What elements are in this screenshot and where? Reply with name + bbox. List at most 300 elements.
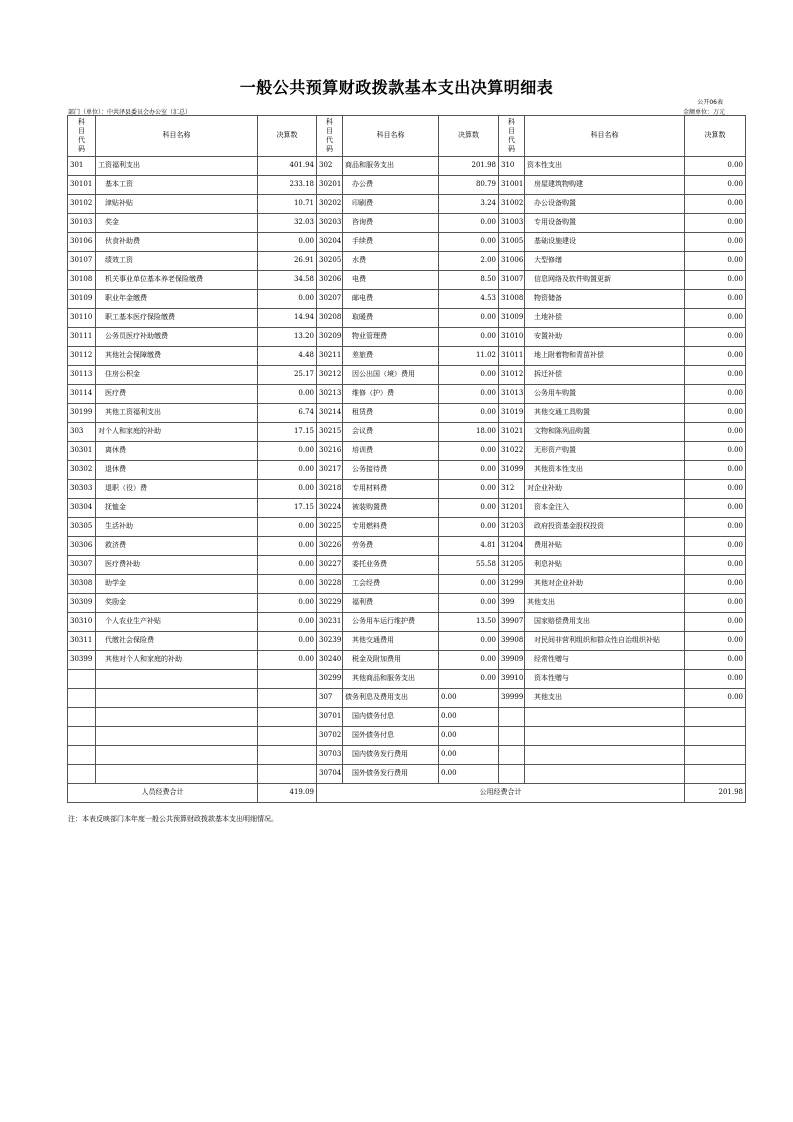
subject-name-cell: 债务利息及费用支出 bbox=[343, 689, 439, 708]
table-row bbox=[68, 518, 746, 537]
subject-name-cell bbox=[525, 708, 685, 727]
subject-name-cell: 公务接待费 bbox=[343, 461, 439, 480]
subject-code-cell bbox=[499, 746, 525, 765]
subject-code-cell: 30304 bbox=[68, 499, 96, 518]
subject-code-cell: 30101 bbox=[68, 176, 96, 195]
amount-cell: 0.00 bbox=[439, 328, 499, 347]
subject-code-cell: 31005 bbox=[499, 233, 525, 252]
subject-code-cell: 30228 bbox=[317, 575, 343, 594]
table-row bbox=[68, 176, 746, 195]
subject-code-cell: 310 bbox=[499, 157, 525, 176]
subject-name-cell: 其他资本性支出 bbox=[525, 461, 685, 480]
subject-name-cell: 物资储备 bbox=[525, 290, 685, 309]
subject-code-cell bbox=[499, 708, 525, 727]
personnel-total-label: 人员经费合计 bbox=[68, 784, 258, 803]
subject-code-cell: 30199 bbox=[68, 404, 96, 423]
subject-code-cell: 30205 bbox=[317, 252, 343, 271]
amount-cell: 17.15 bbox=[258, 423, 317, 442]
amount-cell bbox=[258, 670, 317, 689]
subject-code-cell: 31021 bbox=[499, 423, 525, 442]
subject-name-cell: 其他社会保障缴费 bbox=[96, 347, 258, 366]
subject-name-cell: 培训费 bbox=[343, 442, 439, 461]
table-row bbox=[68, 670, 746, 689]
amount-cell: 0.00 bbox=[685, 233, 746, 252]
subject-code-cell: 399 bbox=[499, 594, 525, 613]
table-row bbox=[68, 366, 746, 385]
subject-name-cell bbox=[96, 670, 258, 689]
amount-cell: 0.00 bbox=[685, 309, 746, 328]
subject-name-cell: 生活补助 bbox=[96, 518, 258, 537]
subject-code-cell: 30229 bbox=[317, 594, 343, 613]
amount-cell: 3.24 bbox=[439, 195, 499, 214]
subject-code-cell: 30107 bbox=[68, 252, 96, 271]
subject-name-cell: 基础设施建设 bbox=[525, 233, 685, 252]
amount-cell: 0.00 bbox=[685, 423, 746, 442]
amount-cell: 0.00 bbox=[258, 233, 317, 252]
subject-name-cell: 公务用车购置 bbox=[525, 385, 685, 404]
amount-cell: 0.00 bbox=[685, 347, 746, 366]
subject-name-cell: 水费 bbox=[343, 252, 439, 271]
amount-cell: 0.00 bbox=[439, 727, 499, 746]
subject-name-cell: 奖励金 bbox=[96, 594, 258, 613]
subject-name-cell bbox=[525, 746, 685, 765]
amount-cell: 0.00 bbox=[258, 632, 317, 651]
amount-cell: 32.03 bbox=[258, 214, 317, 233]
amount-cell: 0.00 bbox=[439, 670, 499, 689]
subject-name-cell: 助学金 bbox=[96, 575, 258, 594]
subject-name-cell: 租赁费 bbox=[343, 404, 439, 423]
amount-cell: 0.00 bbox=[258, 480, 317, 499]
subject-code-cell: 30308 bbox=[68, 575, 96, 594]
subject-code-cell: 39907 bbox=[499, 613, 525, 632]
subject-code-cell: 30106 bbox=[68, 233, 96, 252]
amount-cell: 0.00 bbox=[258, 385, 317, 404]
subject-code-cell: 30701 bbox=[317, 708, 343, 727]
amount-cell: 0.00 bbox=[258, 651, 317, 670]
amount-unit-label: 金额单位：万元 bbox=[682, 109, 725, 116]
subject-code-cell: 312 bbox=[499, 480, 525, 499]
subject-name-cell: 取暖费 bbox=[343, 309, 439, 328]
subject-code-cell: 30211 bbox=[317, 347, 343, 366]
page-title: 一般公共预算财政拨款基本支出决算明细表 bbox=[239, 78, 554, 97]
subject-name-cell: 对个人和家庭的补助 bbox=[96, 423, 258, 442]
subject-code-cell: 301 bbox=[68, 157, 96, 176]
table-row bbox=[68, 556, 746, 575]
amount-cell: 0.00 bbox=[685, 499, 746, 518]
subject-name-cell: 退职（役）费 bbox=[96, 480, 258, 499]
subject-code-cell: 30203 bbox=[317, 214, 343, 233]
amount-cell: 0.00 bbox=[685, 366, 746, 385]
subject-name-cell: 其他商品和服务支出 bbox=[343, 670, 439, 689]
table-row bbox=[68, 480, 746, 499]
table-row bbox=[68, 727, 746, 746]
amount-cell bbox=[685, 708, 746, 727]
table-row bbox=[68, 404, 746, 423]
table-row bbox=[68, 328, 746, 347]
table-row bbox=[68, 309, 746, 328]
subject-code-cell: 30704 bbox=[317, 765, 343, 784]
amount-cell: 17.15 bbox=[258, 499, 317, 518]
subject-name-cell: 咨询费 bbox=[343, 214, 439, 233]
subject-name-cell: 大型修缮 bbox=[525, 252, 685, 271]
subject-name-cell: 因公出国（境）费用 bbox=[343, 366, 439, 385]
department-label: 部门（单位）：中共泽县委员会办公室（汇总） bbox=[68, 109, 192, 116]
table-row bbox=[68, 157, 746, 176]
subject-code-cell: 30302 bbox=[68, 461, 96, 480]
subject-name-cell: 利息补贴 bbox=[525, 556, 685, 575]
subject-name-cell: 退休费 bbox=[96, 461, 258, 480]
amount-cell bbox=[258, 765, 317, 784]
subject-code-cell: 30703 bbox=[317, 746, 343, 765]
subject-code-cell: 30114 bbox=[68, 385, 96, 404]
subject-code-cell: 30227 bbox=[317, 556, 343, 575]
table-row bbox=[68, 537, 746, 556]
subject-code-cell: 39999 bbox=[499, 689, 525, 708]
table-row bbox=[68, 385, 746, 404]
table-row bbox=[68, 765, 746, 784]
header-code-3 bbox=[499, 116, 525, 157]
subject-code-cell: 30112 bbox=[68, 347, 96, 366]
amount-cell: 0.00 bbox=[685, 442, 746, 461]
amount-cell: 0.00 bbox=[258, 575, 317, 594]
subject-code-cell: 31013 bbox=[499, 385, 525, 404]
amount-cell: 0.00 bbox=[258, 442, 317, 461]
subject-code-cell: 30240 bbox=[317, 651, 343, 670]
amount-cell: 0.00 bbox=[685, 290, 746, 309]
subject-code-cell: 30108 bbox=[68, 271, 96, 290]
amount-cell: 0.00 bbox=[685, 157, 746, 176]
subject-name-cell: 拆迁补偿 bbox=[525, 366, 685, 385]
amount-cell: 14.94 bbox=[258, 309, 317, 328]
amount-cell: 0.00 bbox=[685, 537, 746, 556]
subject-code-cell: 30213 bbox=[317, 385, 343, 404]
amount-cell: 0.00 bbox=[258, 556, 317, 575]
subject-name-cell: 代缴社会保险费 bbox=[96, 632, 258, 651]
subject-name-cell: 其他支出 bbox=[525, 689, 685, 708]
amount-cell: 2.00 bbox=[439, 252, 499, 271]
table-row bbox=[68, 594, 746, 613]
subject-code-cell: 30215 bbox=[317, 423, 343, 442]
header-code-text: 科 目 代 码 bbox=[326, 118, 333, 153]
amount-cell: 0.00 bbox=[685, 651, 746, 670]
subject-name-cell: 职业年金缴费 bbox=[96, 290, 258, 309]
subject-code-cell: 31011 bbox=[499, 347, 525, 366]
subject-name-cell: 机关事业单位基本养老保险缴费 bbox=[96, 271, 258, 290]
subject-name-cell: 邮电费 bbox=[343, 290, 439, 309]
amount-cell bbox=[685, 765, 746, 784]
subject-code-cell: 30309 bbox=[68, 594, 96, 613]
subject-name-cell: 基本工资 bbox=[96, 176, 258, 195]
amount-cell: 0.00 bbox=[439, 309, 499, 328]
subject-code-cell bbox=[68, 670, 96, 689]
subject-code-cell: 30301 bbox=[68, 442, 96, 461]
amount-cell: 4.48 bbox=[258, 347, 317, 366]
subject-code-cell: 31299 bbox=[499, 575, 525, 594]
subject-name-cell: 无形资产购置 bbox=[525, 442, 685, 461]
table-row bbox=[68, 651, 746, 670]
subject-name-cell: 费用补贴 bbox=[525, 537, 685, 556]
subject-code-cell: 30218 bbox=[317, 480, 343, 499]
subject-name-cell: 商品和服务支出 bbox=[343, 157, 439, 176]
amount-cell: 13.50 bbox=[439, 613, 499, 632]
amount-cell: 34.58 bbox=[258, 271, 317, 290]
subject-code-cell: 30225 bbox=[317, 518, 343, 537]
subject-name-cell: 会议费 bbox=[343, 423, 439, 442]
subject-name-cell: 其他交通工具购置 bbox=[525, 404, 685, 423]
amount-cell: 0.00 bbox=[439, 214, 499, 233]
subject-name-cell: 专用材料费 bbox=[343, 480, 439, 499]
amount-cell: 0.00 bbox=[685, 271, 746, 290]
table-row bbox=[68, 442, 746, 461]
subject-code-cell: 30306 bbox=[68, 537, 96, 556]
amount-cell: 0.00 bbox=[685, 518, 746, 537]
subject-name-cell: 安置补助 bbox=[525, 328, 685, 347]
table-row bbox=[68, 499, 746, 518]
amount-cell: 0.00 bbox=[685, 252, 746, 271]
amount-cell: 0.00 bbox=[439, 651, 499, 670]
subject-name-cell: 医疗费 bbox=[96, 385, 258, 404]
subject-name-cell: 办公费 bbox=[343, 176, 439, 195]
table-row bbox=[68, 252, 746, 271]
subject-name-cell: 资本性赠与 bbox=[525, 670, 685, 689]
amount-cell bbox=[258, 708, 317, 727]
amount-cell: 11.02 bbox=[439, 347, 499, 366]
amount-cell: 4.81 bbox=[439, 537, 499, 556]
subject-name-cell: 伙食补助费 bbox=[96, 233, 258, 252]
subject-code-cell bbox=[68, 708, 96, 727]
subject-code-cell: 31205 bbox=[499, 556, 525, 575]
header-code-1 bbox=[68, 116, 96, 157]
subject-name-cell bbox=[96, 708, 258, 727]
subject-name-cell: 其他支出 bbox=[525, 594, 685, 613]
amount-cell: 0.00 bbox=[685, 670, 746, 689]
expenditure-table bbox=[67, 115, 746, 803]
amount-cell: 0.00 bbox=[685, 461, 746, 480]
amount-cell: 0.00 bbox=[439, 708, 499, 727]
subject-name-cell: 国家赔偿费用支出 bbox=[525, 613, 685, 632]
subject-name-cell: 福利费 bbox=[343, 594, 439, 613]
subject-code-cell: 30224 bbox=[317, 499, 343, 518]
subject-name-cell: 被装购置费 bbox=[343, 499, 439, 518]
amount-cell: 0.00 bbox=[685, 613, 746, 632]
table-row bbox=[68, 575, 746, 594]
subject-name-cell bbox=[96, 689, 258, 708]
subject-code-cell: 30216 bbox=[317, 442, 343, 461]
subject-name-cell: 住房公积金 bbox=[96, 366, 258, 385]
amount-cell: 0.00 bbox=[439, 233, 499, 252]
amount-cell: 0.00 bbox=[258, 290, 317, 309]
subject-name-cell: 办公设备购置 bbox=[525, 195, 685, 214]
subject-code-cell: 30103 bbox=[68, 214, 96, 233]
subject-code-cell bbox=[68, 746, 96, 765]
amount-cell: 4.53 bbox=[439, 290, 499, 309]
table-row bbox=[68, 271, 746, 290]
subject-code-cell: 30202 bbox=[317, 195, 343, 214]
subject-name-cell: 专用燃料费 bbox=[343, 518, 439, 537]
amount-cell: 233.18 bbox=[258, 176, 317, 195]
subject-code-cell: 30303 bbox=[68, 480, 96, 499]
subject-name-cell bbox=[525, 727, 685, 746]
subject-name-cell: 电费 bbox=[343, 271, 439, 290]
amount-cell: 401.94 bbox=[258, 157, 317, 176]
amount-cell: 0.00 bbox=[685, 556, 746, 575]
header-code-text: 科 目 代 码 bbox=[78, 118, 85, 153]
subject-code-cell: 31099 bbox=[499, 461, 525, 480]
amount-cell bbox=[685, 746, 746, 765]
header-code-2 bbox=[317, 116, 343, 157]
subject-code-cell: 31010 bbox=[499, 328, 525, 347]
subject-name-cell: 手续费 bbox=[343, 233, 439, 252]
subject-code-cell: 31012 bbox=[499, 366, 525, 385]
amount-cell bbox=[258, 689, 317, 708]
amount-cell: 0.00 bbox=[685, 404, 746, 423]
table-row bbox=[68, 689, 746, 708]
subject-name-cell: 救济费 bbox=[96, 537, 258, 556]
subject-name-cell: 工资福利支出 bbox=[96, 157, 258, 176]
subject-code-cell: 30111 bbox=[68, 328, 96, 347]
subject-name-cell: 对民间非营利组织和群众性自治组织补贴 bbox=[525, 632, 685, 651]
table-row bbox=[68, 613, 746, 632]
subject-name-cell: 绩效工资 bbox=[96, 252, 258, 271]
amount-cell: 0.00 bbox=[439, 632, 499, 651]
subject-code-cell: 31007 bbox=[499, 271, 525, 290]
public-total-label: 公用经费合计 bbox=[317, 784, 685, 803]
subject-code-cell bbox=[499, 765, 525, 784]
subject-name-cell: 房屋建筑物购建 bbox=[525, 176, 685, 195]
subject-code-cell: 31008 bbox=[499, 290, 525, 309]
amount-cell: 80.79 bbox=[439, 176, 499, 195]
amount-cell: 0.00 bbox=[685, 632, 746, 651]
subject-name-cell: 奖金 bbox=[96, 214, 258, 233]
amount-cell bbox=[685, 727, 746, 746]
table-row bbox=[68, 461, 746, 480]
amount-cell: 0.00 bbox=[439, 518, 499, 537]
subject-name-cell: 差旅费 bbox=[343, 347, 439, 366]
subject-name-cell: 医疗费补助 bbox=[96, 556, 258, 575]
amount-cell: 0.00 bbox=[685, 689, 746, 708]
table-row bbox=[68, 290, 746, 309]
subject-code-cell: 30102 bbox=[68, 195, 96, 214]
subject-name-cell: 公务用车运行维护费 bbox=[343, 613, 439, 632]
subject-name-cell: 国外债务发行费用 bbox=[343, 765, 439, 784]
subject-name-cell: 其他对企业补助 bbox=[525, 575, 685, 594]
table-row bbox=[68, 746, 746, 765]
subject-code-cell: 30109 bbox=[68, 290, 96, 309]
subject-name-cell: 税金及附加费用 bbox=[343, 651, 439, 670]
subject-code-cell: 31009 bbox=[499, 309, 525, 328]
subject-name-cell: 其他交通费用 bbox=[343, 632, 439, 651]
subject-code-cell: 30239 bbox=[317, 632, 343, 651]
subject-code-cell: 39908 bbox=[499, 632, 525, 651]
subject-code-cell: 31203 bbox=[499, 518, 525, 537]
amount-cell: 0.00 bbox=[685, 575, 746, 594]
amount-cell: 0.00 bbox=[439, 765, 499, 784]
subject-code-cell bbox=[68, 689, 96, 708]
amount-cell: 18.00 bbox=[439, 423, 499, 442]
subject-code-cell: 30231 bbox=[317, 613, 343, 632]
subject-code-cell: 30217 bbox=[317, 461, 343, 480]
header-name-2: 科目名称 bbox=[343, 116, 439, 157]
amount-cell: 6.74 bbox=[258, 404, 317, 423]
amount-cell bbox=[258, 746, 317, 765]
amount-cell: 26.91 bbox=[258, 252, 317, 271]
subject-name-cell: 物业管理费 bbox=[343, 328, 439, 347]
subject-code-cell: 30110 bbox=[68, 309, 96, 328]
amount-cell: 0.00 bbox=[685, 195, 746, 214]
subject-name-cell: 信息网络及软件购置更新 bbox=[525, 271, 685, 290]
subject-code-cell: 30702 bbox=[317, 727, 343, 746]
amount-cell: 201.98 bbox=[439, 157, 499, 176]
amount-cell: 0.00 bbox=[258, 461, 317, 480]
subject-code-cell: 30311 bbox=[68, 632, 96, 651]
subject-name-cell: 土地补偿 bbox=[525, 309, 685, 328]
amount-cell: 55.58 bbox=[439, 556, 499, 575]
subject-code-cell bbox=[68, 727, 96, 746]
header-amount-2: 决算数 bbox=[439, 116, 499, 157]
subject-name-cell: 职工基本医疗保险缴费 bbox=[96, 309, 258, 328]
subject-code-cell: 30310 bbox=[68, 613, 96, 632]
subject-code-cell: 30113 bbox=[68, 366, 96, 385]
subject-code-cell: 30399 bbox=[68, 651, 96, 670]
subject-name-cell: 地上附着物和青苗补偿 bbox=[525, 347, 685, 366]
amount-cell: 0.00 bbox=[439, 746, 499, 765]
subject-code-cell: 39909 bbox=[499, 651, 525, 670]
table-note: 注：本表反映部门本年度一般公共预算财政拨款基本支出明细情况。 bbox=[68, 815, 278, 823]
amount-cell: 0.00 bbox=[439, 461, 499, 480]
subject-name-cell: 对企业补助 bbox=[525, 480, 685, 499]
subject-code-cell: 31019 bbox=[499, 404, 525, 423]
subject-code-cell bbox=[68, 765, 96, 784]
amount-cell: 0.00 bbox=[258, 594, 317, 613]
amount-cell: 0.00 bbox=[685, 385, 746, 404]
amount-cell: 0.00 bbox=[439, 594, 499, 613]
subject-code-cell: 31002 bbox=[499, 195, 525, 214]
subject-name-cell: 离休费 bbox=[96, 442, 258, 461]
subject-code-cell: 30204 bbox=[317, 233, 343, 252]
amount-cell: 0.00 bbox=[258, 518, 317, 537]
subject-name-cell: 印刷费 bbox=[343, 195, 439, 214]
subject-name-cell: 维修（护）费 bbox=[343, 385, 439, 404]
subject-code-cell: 30209 bbox=[317, 328, 343, 347]
subject-name-cell: 专用设备购置 bbox=[525, 214, 685, 233]
subject-name-cell: 国内债务发行费用 bbox=[343, 746, 439, 765]
subject-code-cell: 31006 bbox=[499, 252, 525, 271]
subject-code-cell: 39910 bbox=[499, 670, 525, 689]
subject-code-cell: 30214 bbox=[317, 404, 343, 423]
subject-name-cell bbox=[96, 765, 258, 784]
subject-code-cell: 302 bbox=[317, 157, 343, 176]
subject-name-cell: 劳务费 bbox=[343, 537, 439, 556]
table-row bbox=[68, 195, 746, 214]
header-code-text: 科 目 代 码 bbox=[508, 118, 515, 153]
table-row bbox=[68, 347, 746, 366]
amount-cell: 0.00 bbox=[685, 480, 746, 499]
header-amount-1: 决算数 bbox=[258, 116, 317, 157]
subject-name-cell: 国外债务付息 bbox=[343, 727, 439, 746]
amount-cell: 0.00 bbox=[439, 499, 499, 518]
subject-code-cell: 30207 bbox=[317, 290, 343, 309]
table-header-row bbox=[68, 116, 746, 157]
header-name-3: 科目名称 bbox=[525, 116, 685, 157]
subject-name-cell bbox=[96, 746, 258, 765]
subject-code-cell: 30305 bbox=[68, 518, 96, 537]
subject-name-cell: 个人农业生产补贴 bbox=[96, 613, 258, 632]
amount-cell: 0.00 bbox=[258, 537, 317, 556]
table-row bbox=[68, 632, 746, 651]
amount-cell: 25.17 bbox=[258, 366, 317, 385]
header-name-1: 科目名称 bbox=[96, 116, 258, 157]
subject-name-cell: 资本性支出 bbox=[525, 157, 685, 176]
